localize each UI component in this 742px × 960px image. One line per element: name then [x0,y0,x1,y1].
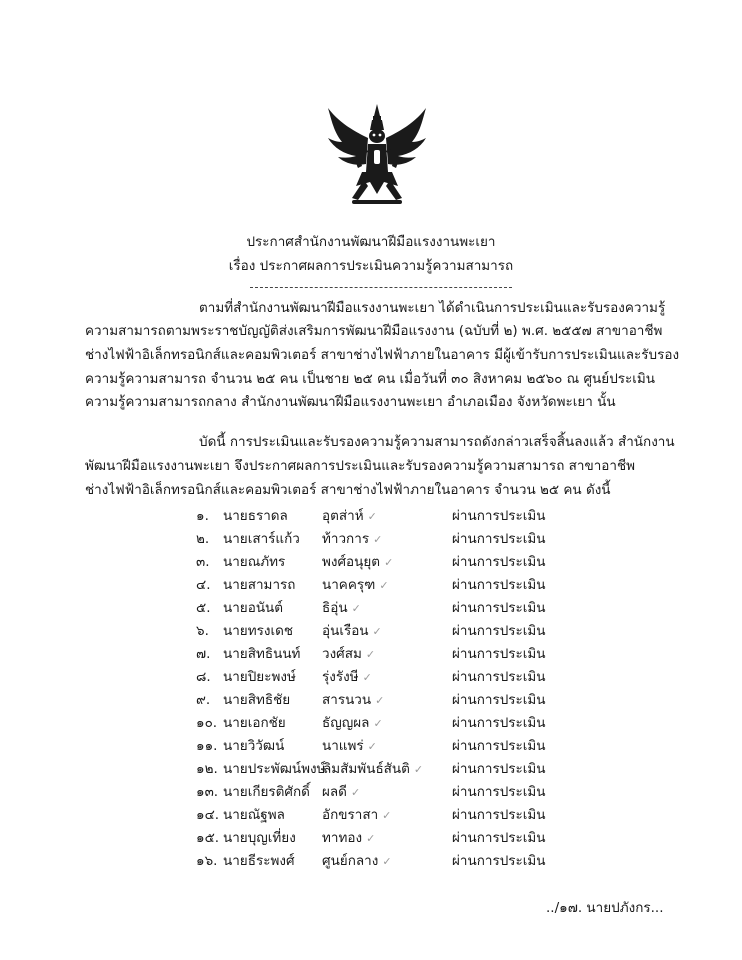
first-name: นายสิทธิชัย [223,692,291,708]
first-name: นายสามารถ [223,577,296,593]
last-name: นาแพร่ [322,738,364,754]
paragraph2-line: พัฒนาฝีมือแรงงานพะเยา จึงประกาศผลการประเมินและรับรองความรู้ความสามารถ สาขาอาชีพ [85,458,636,474]
last-name: ลิมสัมพันธ์สันติ [323,761,410,777]
last-name: อุตส่าห์ [322,508,364,524]
check-mark-icon: ✓ [382,855,392,868]
announcement-title: ประกาศสำนักงานพัฒนาฝีมือแรงงานพะเยา [246,234,496,250]
last-name: รุ่งรังษี [322,669,359,685]
first-name: นายสิทธินนท์ [223,646,301,662]
item-number: ๓. [196,554,210,570]
item-number: ๘. [196,669,211,685]
last-name: ธิอุ่น [322,600,348,616]
result-status: ผ่านการประเมิน [452,600,546,616]
last-name: ศูนย์กลาง [322,853,379,869]
result-status: ผ่านการประเมิน [452,554,546,570]
result-status: ผ่านการประเมิน [452,761,546,777]
last-name: วงศ์สม [322,646,362,662]
check-mark-icon: ✓ [351,602,361,615]
paragraph1-line: ความรู้ความสามารถ จำนวน ๒๕ คน เป็นชาย ๒๕ คน เมื่อวันที่ ๓๐ สิงหาคม ๒๕๖๐ ณ ศูนย์ประเมิน [85,371,656,387]
first-name: นายธีระพงศ์ [223,853,295,869]
last-name: ผลดี [322,784,347,800]
result-status: ผ่านการประเมิน [452,531,546,547]
result-status: ผ่านการประเมิน [452,692,546,708]
check-mark-icon: ✓ [372,625,382,638]
list-item [0,505,742,527]
check-mark-icon: ✓ [373,717,383,730]
list-item [0,666,742,688]
last-name: ธัญญผล [322,715,370,731]
garuda-emblem-icon [322,102,432,210]
first-name: นายเสาร์แก้ว [223,531,300,547]
last-name: สารนวน [322,692,372,708]
check-mark-icon: ✓ [367,510,377,523]
item-number: ๑๖. [196,853,218,869]
result-status: ผ่านการประเมิน [452,623,546,639]
paragraph1-line: ตามที่สำนักงานพัฒนาฝีมือแรงงานพะเยา ได้ดำเนินการประเมินและรับรองความรู้ [199,300,666,316]
page-continuation: ../๑๗. นายปภังกร... [546,900,664,916]
paragraph2-line: บัดนี้ การประเมินและรับรองความรู้ความสามารถดังกล่าวเสร็จสิ้นลงแล้ว สำนักงาน [199,434,675,450]
first-name: นายทรงเดช [223,623,294,639]
list-item [0,643,742,665]
first-name: นายเกียรติศักดิ์ [223,784,310,800]
check-mark-icon: ✓ [350,786,361,799]
list-item [0,804,742,826]
last-name: อักขราสา [322,807,379,823]
last-name: อุ่นเรือน [322,623,369,639]
first-name: นายปิยะพงษ์ [223,669,296,685]
result-status: ผ่านการประเมิน [452,577,546,593]
item-number: ๒. [196,531,210,547]
list-item [0,528,742,550]
item-number: ๙. [196,692,211,708]
check-mark-icon: ✓ [375,694,385,707]
item-number: ๔. [196,577,211,593]
last-name: ทาทอง [322,830,363,846]
result-status: ผ่านการประเมิน [452,646,546,662]
header-divider [250,287,512,288]
item-number: ๑๒. [196,761,218,777]
first-name: นายอนันต์ [223,600,284,616]
first-name: นายณัฐพล [223,807,285,823]
list-item [0,551,742,573]
check-mark-icon: ✓ [384,556,394,569]
last-name: นาคครุฑ [322,577,376,593]
list-item [0,850,742,872]
item-number: ๖. [196,623,209,639]
first-name: นายเอกชัย [223,715,286,731]
result-status: ผ่านการประเมิน [452,715,546,731]
list-item [0,689,742,711]
result-status: ผ่านการประเมิน [452,669,546,685]
first-name: นายธราดล [223,508,288,524]
announcement-subject: เรื่อง ประกาศผลการประเมินความรู้ความสามารถ [228,258,514,274]
list-item [0,620,742,642]
first-name: นายณภัทร [223,554,286,570]
item-number: ๑๓. [196,784,219,800]
first-name: นายวิวัฒน์ [223,738,285,754]
check-mark-icon: ✓ [373,533,383,546]
result-status: ผ่านการประเมิน [452,784,546,800]
paragraph1-line: ความสามารถตามพระราชบัญญัติส่งเสริมการพัฒนาฝีมือแรงงาน (ฉบับที่ ๒) พ.ศ. ๒๕๕๗ สาขาอาชีพ [85,323,663,339]
paragraph2-line: ช่างไฟฟ้าอิเล็กทรอนิกส์และคอมพิวเตอร์ สาขาช่างไฟฟ้าภายในอาคาร จำนวน ๒๕ คน ดังนี้ [85,482,611,498]
list-item [0,758,742,780]
list-item [0,597,742,619]
check-mark-icon: ✓ [366,832,376,845]
result-status: ผ่านการประเมิน [452,738,546,754]
check-mark-icon: ✓ [382,809,392,822]
last-name: ท้าวการ [322,531,370,547]
result-status: ผ่านการประเมิน [452,807,546,823]
paragraph1-line: ความรู้ความสามารถกลาง สำนักงานพัฒนาฝีมือแรงงานพะเยา อำเภอเมือง จังหวัดพะเยา นั้น [85,394,616,410]
check-mark-icon: ✓ [362,671,372,684]
item-number: ๑๔. [196,807,220,823]
item-number: ๕. [196,600,211,616]
paragraph1-line: ช่างไฟฟ้าอิเล็กทรอนิกส์และคอมพิวเตอร์ สาขาช่างไฟฟ้าภายในอาคาร มีผู้เข้ารับการประเมินและรับรอง [85,347,680,363]
first-name: นายบุญเที่ยง [223,830,296,846]
list-item [0,735,742,757]
result-status: ผ่านการประเมิน [452,853,546,869]
first-name: นายประพัฒน์พงษ์ [223,761,326,777]
check-mark-icon: ✓ [413,763,424,776]
result-status: ผ่านการประเมิน [452,830,546,846]
check-mark-icon: ✓ [367,740,377,753]
last-name: พงศ์อนุยุต [322,554,381,570]
item-number: ๑๐. [196,715,218,731]
check-mark-icon: ✓ [365,648,376,661]
list-item [0,712,742,734]
check-mark-icon: ✓ [379,579,389,592]
list-item [0,827,742,849]
item-number: ๑๑. [196,738,218,754]
item-number: ๑. [196,508,209,524]
list-item [0,574,742,596]
item-number: ๗. [196,646,211,662]
result-status: ผ่านการประเมิน [452,508,546,524]
list-item [0,781,742,803]
item-number: ๑๕. [196,830,220,846]
